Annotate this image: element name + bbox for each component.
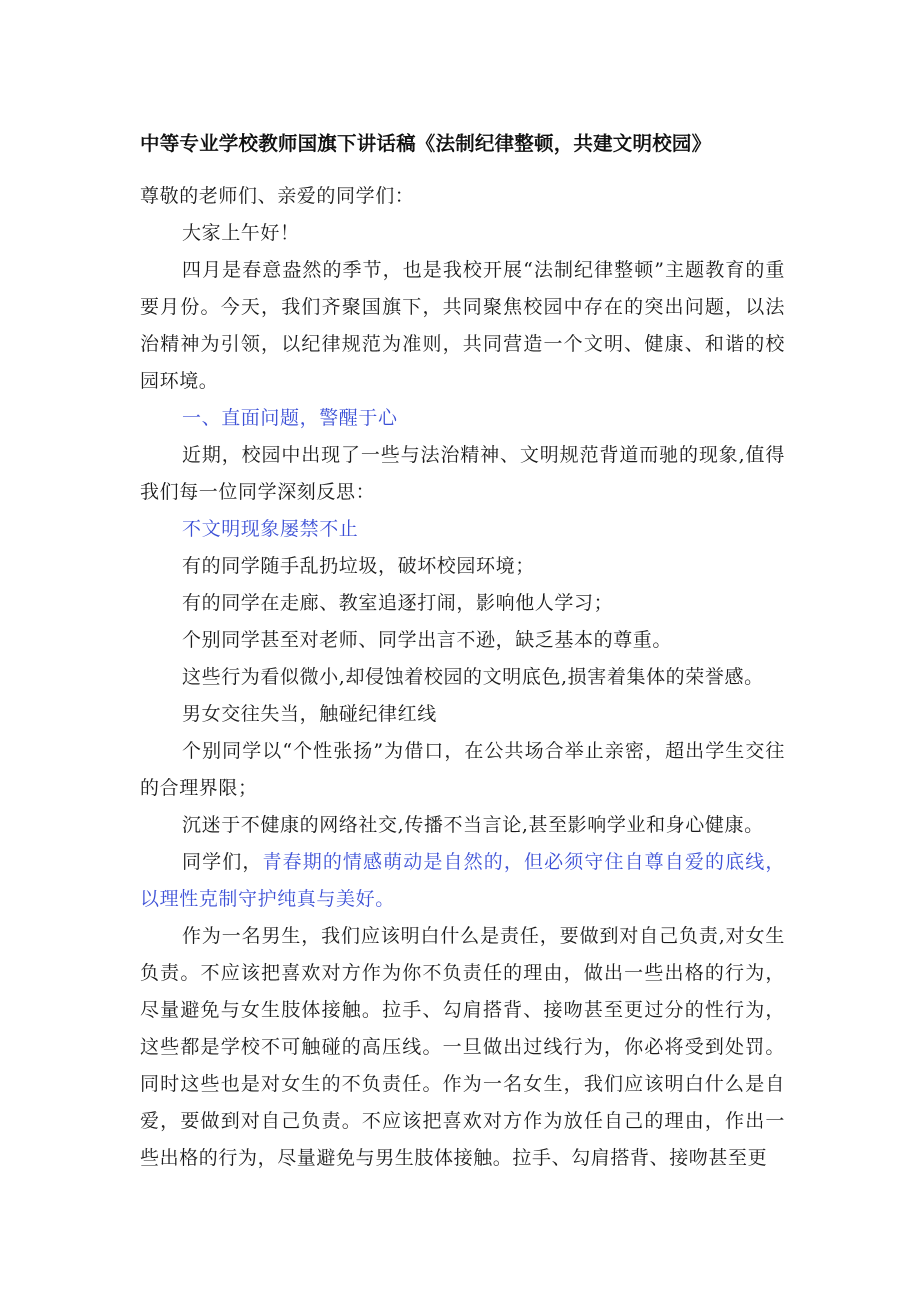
students-highlight: 青春期的情感萌动是自然的，但必须守住自尊自爱的底线，以理性克制守护纯真与美好。 (140, 851, 785, 910)
intro-paragraph: 四月是春意盎然的季节，也是我校开展“法制纪律整顿”主题教育的重要月份。今天，我们齐聚国旗下，共同聚焦校园中存在的突出问题，以法治精神为引领，以纪律规范为准则，共同营造一个文明、健康、和谐的校园环境。 (140, 259, 785, 392)
list-item: 有的同学在走廊、教室追逐打闹，影响他人学习； (182, 592, 614, 614)
list-item: 个别同学以“个性张扬”为借口，在公共场合举止亲密，超出学生交往的合理界限； (140, 740, 785, 799)
document-title: 中等专业学校教师国旗下讲话稿《法制纪律整顿，共建文明校园》 (140, 132, 712, 155)
list-item: 有的同学随手乱扔垃圾，破坏校园环境； (182, 555, 535, 577)
document-body (140, 178, 785, 1177)
students-paragraph (140, 844, 785, 918)
salutation: 尊敬的老师们、亲爱的同学们： (140, 185, 415, 207)
list-item: 沉迷于不健康的网络社交,传播不当言论,甚至影响学业和身心健康。 (182, 814, 764, 836)
sub-heading-uncivil: 不文明现象屡禁不止 (182, 518, 359, 540)
responsibility-paragraph: 作为一名男生，我们应该明白什么是责任，要做到对自己负责,对女生负责。不应该把喜欢对方作为你不负责任的理由，做出一些出格的行为，尽量避免与女生肢体接触。拉手、勾肩搭背、接吻甚至更过分的性行为，这些都是学校不可触碰的高压线。一旦做出过线行为，你必将受到处罚。同时这些也是对女生的不负责任。作为一名女生，我们应该明白什么是自爱，要做到对自己负责。不应该把喜欢对方作为放任自己的理由，作出一些出格的行为，尽量避免与男生肢体接触。拉手、勾肩搭背、接吻甚至更 (140, 925, 785, 1169)
greeting: 大家上午好！ (182, 222, 300, 244)
section-heading-1: 一、直面问题，警醒于心 (182, 407, 398, 429)
sub-heading-relations: 男女交往失当，触碰纪律红线 (182, 703, 437, 725)
list-item: 个别同学甚至对老师、同学出言不逊，缺乏基本的尊重。 (182, 629, 673, 651)
students-lead: 同学们， (182, 851, 263, 873)
list-item: 这些行为看似微小,却侵蚀着校园的文明底色,损害着集体的荣誉感。 (182, 666, 764, 688)
recent-paragraph: 近期，校园中出现了一些与法治精神、文明规范背道而驰的现象,值得我们每一位同学深刻反思： (140, 444, 785, 503)
